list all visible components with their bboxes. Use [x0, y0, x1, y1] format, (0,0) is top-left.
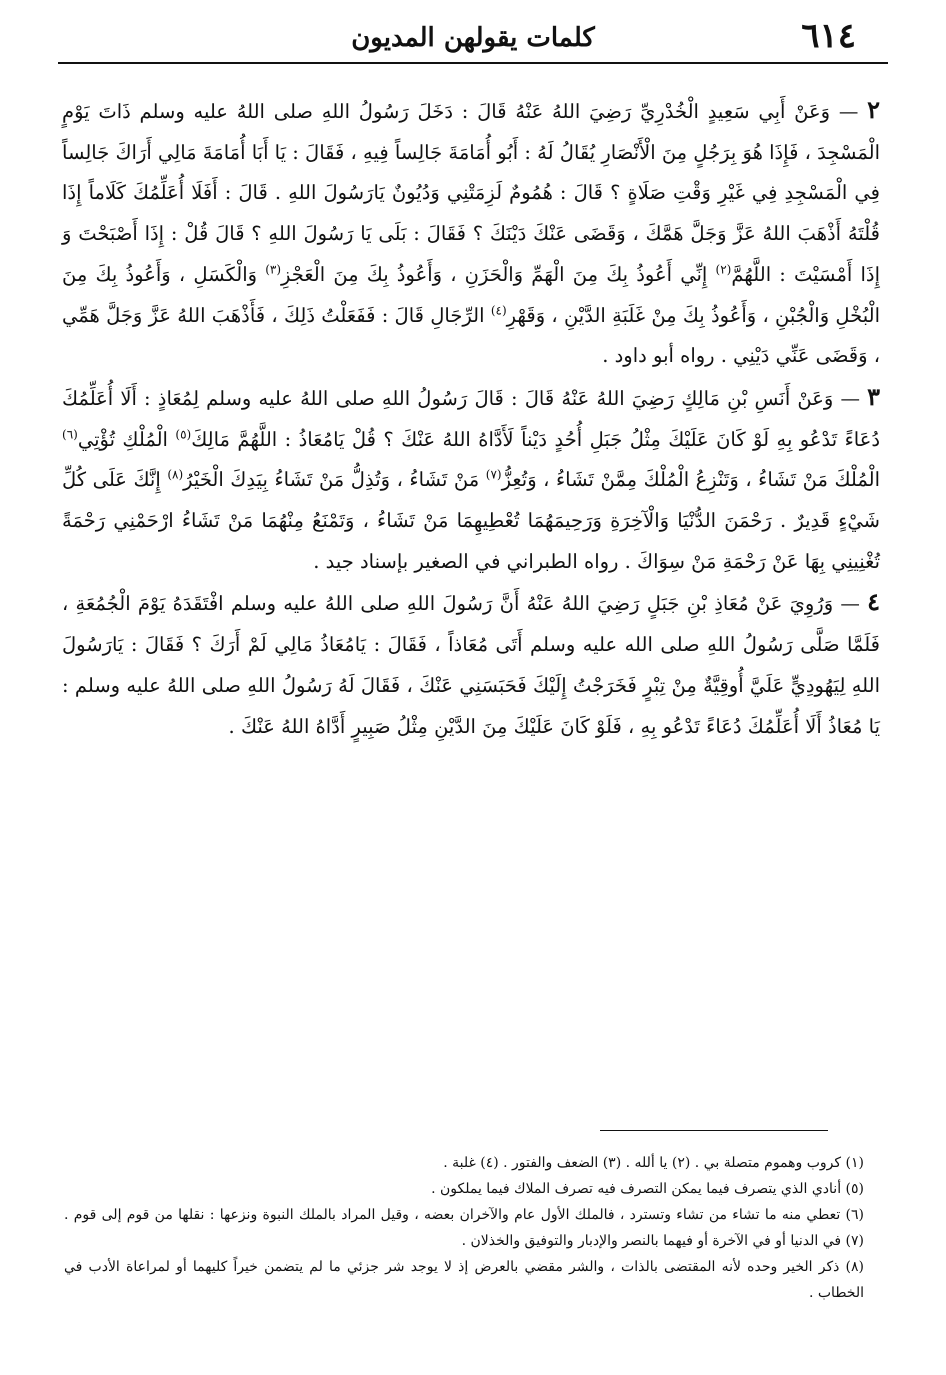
footnote-marker: (٨) — [167, 467, 184, 482]
hadith-paragraph — [62, 377, 880, 583]
hadith-text: الرِّجَالِ قَالَ : فَفَعَلْتُ ذَلِكَ ، فَأَذْهَبَ اللهُ عَزَّ وَجَلَّ هَمِّي ، وَقَضَى عَنِّي دَيْنِي . رواه أبو داود . — [62, 303, 880, 368]
hadith-text: — وَعَنْ أَنَسِ بْنِ مَالِكٍ رَضِيَ اللهُ عَنْهُ قَالَ : قَالَ رَسُولُ اللهِ صلى اللهُ عليه وسلم لِمُعَاذٍ : أَلَا أُعَلِّمُكَ دُعَاءً تَدْعُو بِهِ لَوْ كَانَ عَلَيْكَ مِثْلُ جَبَلِ أُحُدٍ دَيْناً لَأَدَّاهُ اللهُ عَنْكَ ؟ قُلْ يَامُعَاذُ : اللَّهُمَّ مَالِكَ — [62, 386, 881, 451]
page-header — [60, 10, 886, 60]
hadith-text: الْمُلْكَ مَنْ تَشَاءُ ، وَتَنْزِعُ الْمُلْكَ مِمَّنْ تَشَاءُ ، وَتُعِزُّ — [501, 468, 881, 492]
hadith-text: الْمُلْكِ تُؤْتِي — [77, 427, 168, 451]
hadith-number: ٣ — [867, 381, 880, 411]
hadith-number: ٢ — [867, 95, 880, 124]
footnote-marker: (٧) — [485, 467, 502, 482]
running-title: كلمات يقولهن المديون — [351, 23, 595, 53]
hadith-number: ٤ — [867, 587, 880, 617]
hadith-paragraph — [62, 582, 880, 747]
footnote-marker: (٦) — [62, 427, 78, 442]
hadith-paragraph — [62, 90, 880, 377]
hadith-text: إِنِّي أَعُوذُ بِكَ مِنَ الْهَمِّ وَالْحَزَنِ ، وَأَعُوذُ بِكَ مِنَ الْعَجْزِ — [281, 262, 708, 286]
footnotes — [64, 1150, 864, 1306]
footnote-line: (١) كروب وهموم متصلة بي . (٢) يا ألله . (٣) الضعف والفتور . (٤) غلبة . — [443, 1155, 864, 1171]
main-text — [62, 90, 880, 747]
hadith-text: — وَعَنْ أَبِي سَعِيدٍ الْخُدْرِيِّ رَضِيَ اللهُ عَنْهُ قَالَ : دَخَلَ رَسُولُ اللهِ صلى اللهُ عليه وسلم ذَاتَ يَوْمٍ الْمَسْجِدَ ، فَإِذَا هُوَ بِرَجُلٍ مِنَ الْأَنْصَارِ يُقَالُ لَهُ : أَبُو أُمَامَةَ جَالِساً فِيهِ ، فَقَالَ : يَا أَبَا أُمَامَةَ مَالِي أَرَاكَ جَالِساً فِي الْمَسْجِدِ فِي غَيْرِ وَقْتِ صَلَاةٍ ؟ قَالَ : هُمُومٌ لَزِمَتْنِي وَدُيُونٌ يَارَسُولَ اللهِ . قَالَ : أَفَلَا أُعَلِّمُكَ كَلَاماً إِذَا قُلْتَهُ أَذْهَبَ اللهُ عَزَّ وَجَلَّ هَمَّكَ ، وَقَضَى عَنْكَ دَيْنَكَ ؟ فَقَالَ : بَلَى يَا رَسُولَ اللهِ ؟ قَالَ قُلْ : إِذَا أَصْبَحْتَ وَ إِذَا أَمْسَيْتَ : اللَّهُمَّ — [62, 100, 880, 286]
footnote-marker: (٢) — [715, 262, 732, 277]
hadith-text: إِنَّكَ عَلَى كُلِّ شَيْءٍ قَدِيرٌ . رَحْمَنَ الدُّنْيَا وَالْآخِرَةِ وَرَحِيمَهُمَا تُعْطِيهِمَا مَنْ تَشَاءُ ، وَتَمْنَعُ مِنْهُمَا مَنْ تَشَاءُ ارْحَمْنِي رَحْمَةً تُغْنِينِي بِهَا عَنْ رَحْمَةِ مَنْ سِوَاكَ . رواه الطبراني في الصغير بإسناد جيد . — [62, 468, 880, 573]
footnote-marker: (٤) — [490, 303, 507, 318]
page-number: ٦١٤ — [801, 16, 856, 56]
footnote-line: (٨) ذكر الخير وحده لأنه المقتضى بالذات ، والشر مقضي بالعرض إذ لا يوجد شر جزئي ما لم يتضمن خيراً كليهما أو لمراعاة الأدب في الخطاب . — [64, 1259, 864, 1301]
hadith-text: — وَرُوِيَ عَنْ مُعَاذِ بْنِ جَبَلٍ رَضِيَ اللهُ عَنْهُ أَنَّ رَسُولَ اللهِ صلى اللهُ عليه وسلم افْتَقَدَهُ يَوْمَ الْجُمُعَةِ ، فَلَمَّا صَلَّى رَسُولُ اللهِ صلى الله عليه وسلم أَتَى مُعَاذاً ، فَقَالَ : يَامُعَاذُ مَالِي لَمْ أَرَكَ ؟ فَقَالَ : يَارَسُولَ اللهِ لِيَهُودِيٍّ عَلَيَّ أُوقِيَّةٌ مِنْ تِبْرٍ فَخَرَجْتُ إِلَيْكَ فَحَبَسَنِي عَنْكَ ، فَقَالَ لَهُ رَسُولُ اللهِ صلى اللهُ عليه وسلم : يَا مُعَاذُ أَلَا أُعَلِّمُكَ دُعَاءً تَدْعُو بِهِ ، فَلَوْ كَانَ عَلَيْكَ مِنَ الدَّيْنِ مِثْلُ صَبِيرٍ أَدَّاهُ اللهُ عَنْكَ . — [62, 592, 880, 738]
hadith-text: مَنْ تَشَاءُ ، وَتُذِلُّ مَنْ تَشَاءُ بِيَدِكَ الْخَيْرُ — [183, 468, 480, 492]
footnote-line: (٥) أنادي الذي يتصرف فيما يمكن التصرف فيه تصرف الملاك فيما يملكون . — [431, 1181, 864, 1197]
hadith-text: وَالْكَسَلِ ، وَأَعُوذُ بِكَ مِنَ الْبُخْلِ وَالْجُبْنِ ، وَأَعُوذُ بِكَ مِنْ غَلَبَةِ الدَّيْنِ ، وَقَهْرِ — [62, 262, 880, 327]
footnote-rule — [600, 1130, 828, 1131]
footnote-marker: (٥) — [175, 427, 192, 442]
footnote-marker: (٣) — [265, 262, 282, 277]
header-rule — [58, 62, 888, 64]
footnote-line: (٦) تعطي منه ما تشاء من تشاء وتسترد ، فالملك الأول عام والآخران بعضه ، وقيل المراد بالملك النبوة ونزعها : نقلها من قوم إلى قوم . (٧) في الدنيا أو في الآخرة أو فيهما بالنصر والإدبار والتوفيق والخذلان . — [64, 1207, 864, 1249]
